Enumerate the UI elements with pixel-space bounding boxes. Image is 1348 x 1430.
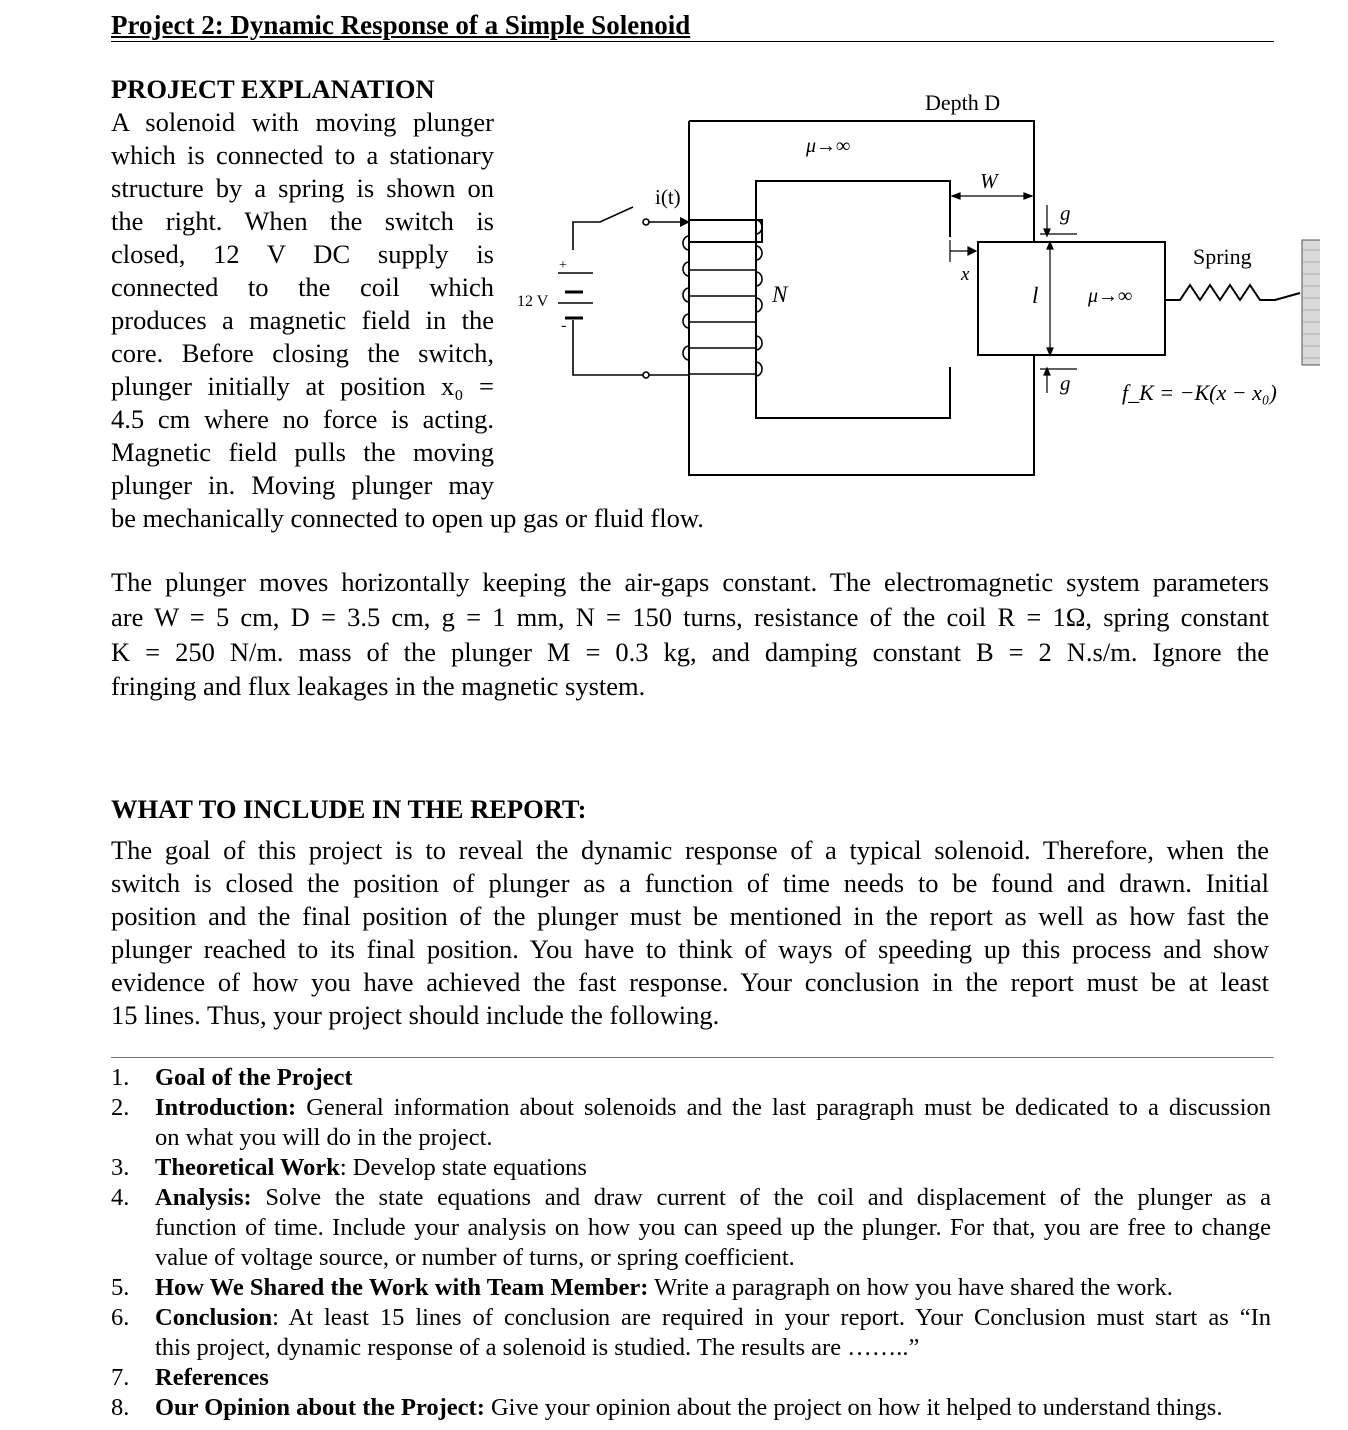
solenoid-diagram xyxy=(500,80,1320,510)
explanation-line: closed, 12 V DC supply is xyxy=(111,239,494,269)
list-item-title: Introduction: xyxy=(155,1094,297,1121)
plunger-permeability-label: μ→∞ xyxy=(1088,285,1133,307)
explanation-line: Magnetic field pulls the moving xyxy=(111,437,494,467)
parameters-line: are W = 5 cm, D = 3.5 cm, g = 1 mm, N = 150 turns, resistance of the coil R = 1Ω, spring constant xyxy=(111,602,1269,632)
list-item-line xyxy=(155,1303,1271,1333)
minus-label: - xyxy=(561,317,567,334)
position-label: x xyxy=(961,264,970,285)
list-item-text: on what you will do in the project. xyxy=(155,1124,493,1151)
report-line: position and the final position of the plunger must be mentioned in the report as well as how fast the xyxy=(111,901,1269,931)
width-label: W xyxy=(980,169,998,193)
list-item-title: How We Shared the Work with Team Member: xyxy=(155,1274,649,1301)
list-item-line xyxy=(155,1273,1271,1303)
list-item-number: 5. xyxy=(111,1274,130,1301)
list-item-text: function of time. Include your analysis on how you can speed up the plunger. For that, you are free to change xyxy=(155,1214,1271,1241)
spring-label: Spring xyxy=(1193,244,1252,269)
list-item-title: Theoretical Work xyxy=(155,1154,340,1181)
voltage-label: 12 V xyxy=(517,293,549,310)
parameters-paragraph xyxy=(111,565,1269,703)
coil-front xyxy=(689,220,762,242)
list-item xyxy=(111,1363,1271,1393)
list-item xyxy=(111,1063,1271,1093)
list-item-line xyxy=(155,1093,1271,1123)
explanation-heading: PROJECT EXPLANATION xyxy=(111,74,435,104)
list-item-number: 1. xyxy=(111,1064,130,1091)
current-label: i(t) xyxy=(655,185,681,209)
report-heading: WHAT TO INCLUDE IN THE REPORT: xyxy=(111,794,587,824)
core-permeability-label: μ→∞ xyxy=(806,135,851,157)
report-line: 15 lines. Thus, your project should include the following. xyxy=(111,1000,720,1030)
list-item-line xyxy=(155,1153,1271,1183)
list-item-number: 7. xyxy=(111,1364,130,1391)
explanation-line: structure by a spring is shown on xyxy=(111,173,494,203)
list-item-text: this project, dynamic response of a solenoid is studied. The results are ……..” xyxy=(155,1334,920,1361)
list-item-title: Goal of the Project xyxy=(155,1064,353,1091)
list-item-number: 6. xyxy=(111,1304,130,1331)
list-item xyxy=(111,1093,1271,1153)
depth-label: Depth D xyxy=(925,90,1001,115)
report-line: plunger reached to its final position. You have to think of ways of speeding up this process and show xyxy=(111,934,1269,964)
explanation-line: plunger in. Moving plunger may xyxy=(111,470,494,500)
explanation-line: plunger initially at position x₀ = xyxy=(111,371,494,401)
coil-winding xyxy=(683,220,762,376)
list-item xyxy=(111,1393,1271,1423)
parameters-line: K = 250 N/m. mass of the plunger M = 0.3 kg, and damping constant B = 2 N.s/m. Ignore the xyxy=(111,637,1269,667)
explanation-text xyxy=(111,106,704,535)
explanation-line: connected to the coil which xyxy=(111,272,494,302)
parameters-line: The plunger moves horizontally keeping the air-gaps constant. The electromagnetic system parameters xyxy=(111,567,1269,597)
list-item-number: 2. xyxy=(111,1094,130,1121)
list-item-text: Give your opinion about the project on how it helped to understand things. xyxy=(490,1394,1223,1421)
plus-label: + xyxy=(559,258,567,273)
list-item-number: 4. xyxy=(111,1184,130,1211)
explanation-line: core. Before closing the switch, xyxy=(111,338,494,368)
plunger xyxy=(978,242,1165,355)
circuit xyxy=(558,207,689,378)
explanation-line: the right. When the switch is xyxy=(111,206,494,236)
list-item-text: : At least 15 lines of conclusion are required in your report. Your Conclusion must start as “In xyxy=(272,1304,1271,1331)
list-item-number: 3. xyxy=(111,1154,130,1181)
list-item-text: value of voltage source, or number of turns, or spring coefficient. xyxy=(155,1244,795,1271)
list-item xyxy=(111,1273,1271,1303)
report-line: The goal of this project is to reveal the dynamic response of a typical solenoid. Therefore, when the xyxy=(111,835,1269,865)
list-item-title: Analysis: xyxy=(155,1184,252,1211)
list-item-title: Conclusion xyxy=(155,1304,273,1331)
parameters-line: fringing and flux leakages in the magnetic system. xyxy=(111,671,646,701)
report-line: evidence of how you have achieved the fast response. Your conclusion in the report must be at least xyxy=(111,967,1269,997)
list-item-text: : Develop state equations xyxy=(339,1154,587,1181)
list-item xyxy=(111,1183,1271,1273)
list-item xyxy=(111,1303,1271,1363)
list-item xyxy=(111,1153,1271,1183)
gap-label-bottom: g xyxy=(1060,371,1071,395)
list-item-title: Our Opinion about the Project: xyxy=(155,1394,485,1421)
explanation-line: be mechanically connected to open up gas or fluid flow. xyxy=(111,503,704,533)
list-item-text: General information about solenoids and the last paragraph must be dedicated to a discussion xyxy=(306,1094,1271,1121)
report-paragraph xyxy=(111,834,1269,1032)
report-line: switch is closed the position of plunger as a function of time needs to be found and drawn. Initial xyxy=(111,868,1269,898)
list-item-text: Solve the state equations and draw current of the coil and displacement of the plunger as a xyxy=(265,1184,1271,1211)
list-item-text: Write a paragraph on how you have shared the work. xyxy=(654,1274,1173,1301)
gap-label-top: g xyxy=(1060,201,1071,225)
spring-force-equation: f_K = −K(x − x₀) xyxy=(1122,380,1277,405)
spring xyxy=(1165,285,1300,300)
turns-label: N xyxy=(772,282,788,307)
list-divider xyxy=(111,1057,1274,1058)
list-item-number: 8. xyxy=(111,1394,130,1421)
explanation-line: produces a magnetic field in the xyxy=(111,305,494,335)
page-title: Project 2: Dynamic Response of a Simple Solenoid xyxy=(111,8,1274,42)
explanation-line: which is connected to a stationary xyxy=(111,140,494,170)
explanation-line: 4.5 cm where no force is acting. xyxy=(111,404,494,434)
explanation-line: A solenoid with moving plunger xyxy=(111,107,494,137)
list-item-title: References xyxy=(155,1364,269,1391)
list-item-line xyxy=(155,1393,1271,1423)
list-item-line xyxy=(155,1183,1271,1213)
length-label: l xyxy=(1032,283,1039,308)
report-items-list xyxy=(111,1063,1271,1423)
